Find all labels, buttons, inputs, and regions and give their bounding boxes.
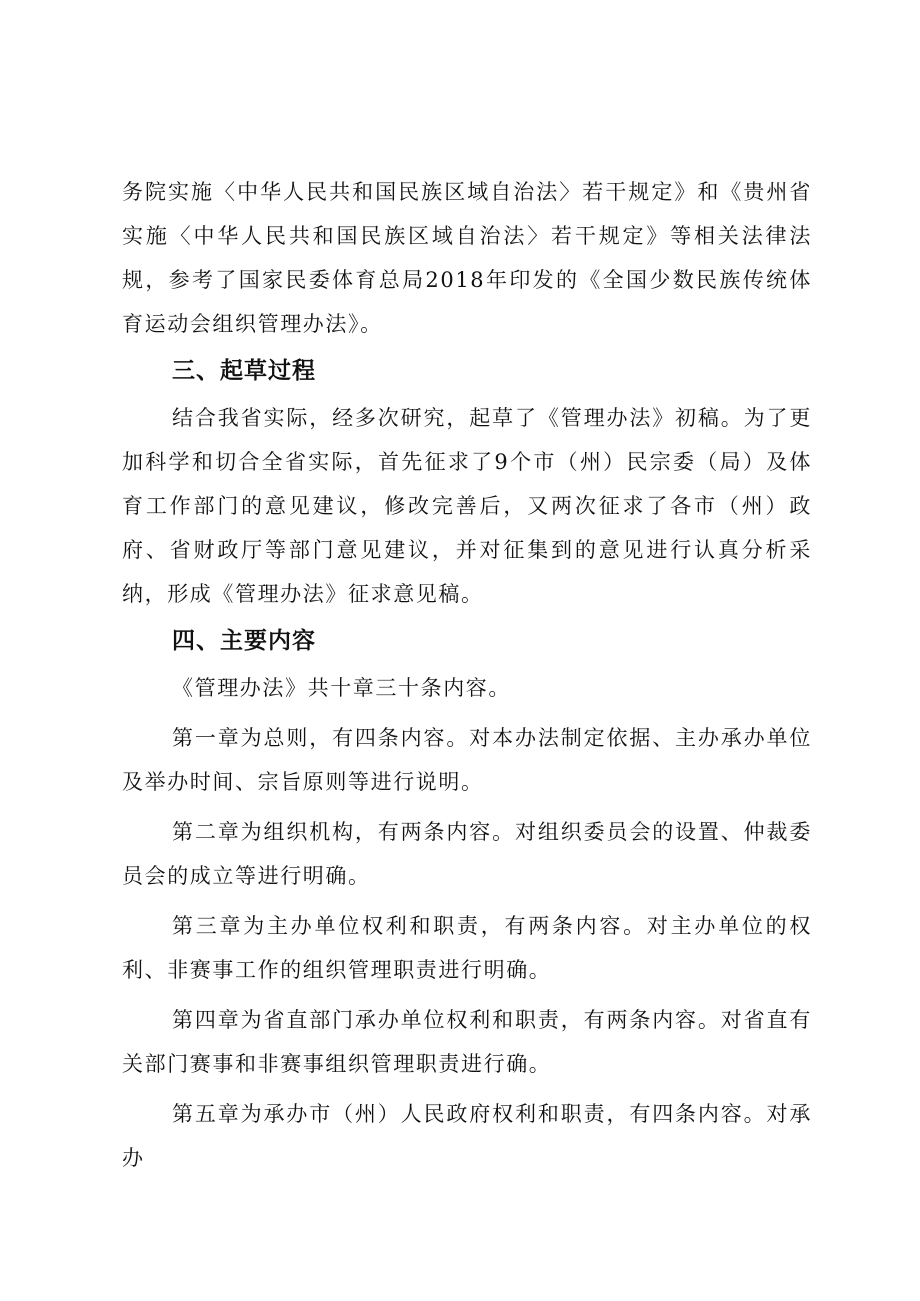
main-content-summary-paragraph: 《管理办法》共十章三十条内容。 [172,676,511,700]
section-heading-drafting-process: 三、起草过程 [172,358,316,384]
chapter-one-paragraph: 第一章为总则，有四条内容。对本办法制定依据、主办承办单位及举办时间、宗旨原则等进行说明。 [122,726,812,794]
intro-paragraph-continued: 务院实施〈中华人民共和国民族区域自治法〉若干规定》和《贵州省实施〈中华人民共和国民族区域自治法〉若干规定》等相关法律法规，参考了国家民委体育总局2018年印发的《全国少数民族传统体育运动会组织管理办法》。 [122,180,812,336]
chapter-five-paragraph: 第五章为承办市（州）人民政府权利和职责，有四条内容。对承办 [122,1102,812,1170]
document-body [122,170,812,1180]
chapter-two-paragraph: 第二章为组织机构，有两条内容。对组织委员会的设置、仲裁委员会的成立等进行明确。 [122,820,812,888]
chapter-four-paragraph: 第四章为省直部门承办单位权利和职责，有两条内容。对省直有关部门赛事和非赛事组织管理职责进行确。 [122,1008,812,1076]
section-heading-main-content: 四、主要内容 [172,628,316,654]
drafting-process-paragraph: 结合我省实际，经多次研究，起草了《管理办法》初稿。为了更加科学和切合全省实际，首先征求了9个市（州）民宗委（局）及体育工作部门的意见建议，修改完善后，又两次征求了各市（州）政府、省财政厅等部门意见建议，并对征集到的意见进行认真分析采纳，形成《管理办法》征求意见稿。 [122,406,812,606]
chapter-three-paragraph: 第三章为主办单位权利和职责，有两条内容。对主办单位的权利、非赛事工作的组织管理职责进行明确。 [122,914,812,982]
